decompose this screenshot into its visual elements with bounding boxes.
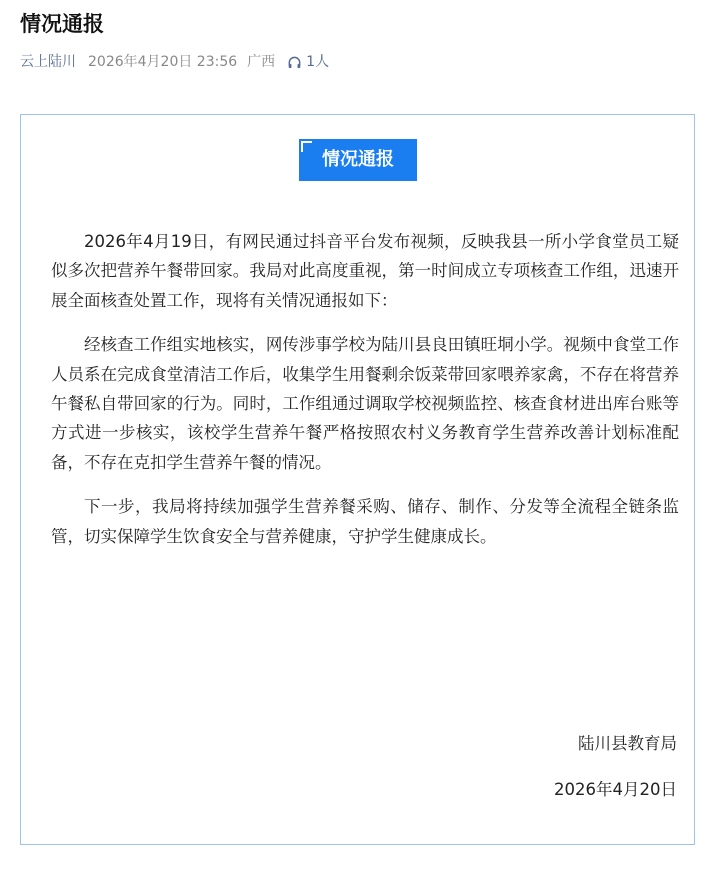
corner-bracket-icon xyxy=(301,141,312,152)
article-meta xyxy=(20,51,329,73)
source-account-link[interactable]: 云上陆川 xyxy=(20,54,76,70)
notice-paragraph-1: 2026年4月19日，有网民通过抖音平台发布视频，反映我县一所小学食堂员工疑似多次把营养午餐带回家。我局对此高度重视，第一时间成立专项核查工作组，迅速开展全面核查处置工作，现将有关情况通报如下： xyxy=(51,232,679,310)
signature-org: 陆川县教育局 xyxy=(578,734,677,753)
notice-badge xyxy=(299,139,417,181)
notice-body xyxy=(51,227,679,566)
notice-paragraph-2: 经核查工作组实地核实，网传涉事学校为陆川县良田镇旺垌小学。视频中食堂工作人员系在完成食堂清洁工作后，收集学生用餐剩余饭菜带回家喂养家禽，不存在将营养午餐私自带回家的行为。同时，工作组通过调取学校视频监控、核查食材进出库台账等方式进一步核实，该校学生营养午餐严格按照农村义务教育学生营养改善计划标准配备，不存在克扣学生营养午餐的情况。 xyxy=(51,335,679,472)
signature-date: 2026年4月20日 xyxy=(554,780,677,799)
publish-date: 2026年4月20日 23:56 xyxy=(88,54,238,70)
notice-card xyxy=(20,114,695,845)
article-title: 情况通报 xyxy=(20,12,104,36)
headphones-icon xyxy=(287,55,302,70)
listen-button[interactable] xyxy=(287,51,329,73)
publish-region: 广西 xyxy=(247,54,276,70)
notice-badge-label: 情况通报 xyxy=(299,139,417,181)
notice-paragraph-3: 下一步，我局将持续加强学生营养餐采购、储存、制作、分发等全流程全链条监管，切实保障学生饮食安全与营养健康，守护学生健康成长。 xyxy=(51,497,679,546)
listener-count: 1人 xyxy=(306,54,330,70)
